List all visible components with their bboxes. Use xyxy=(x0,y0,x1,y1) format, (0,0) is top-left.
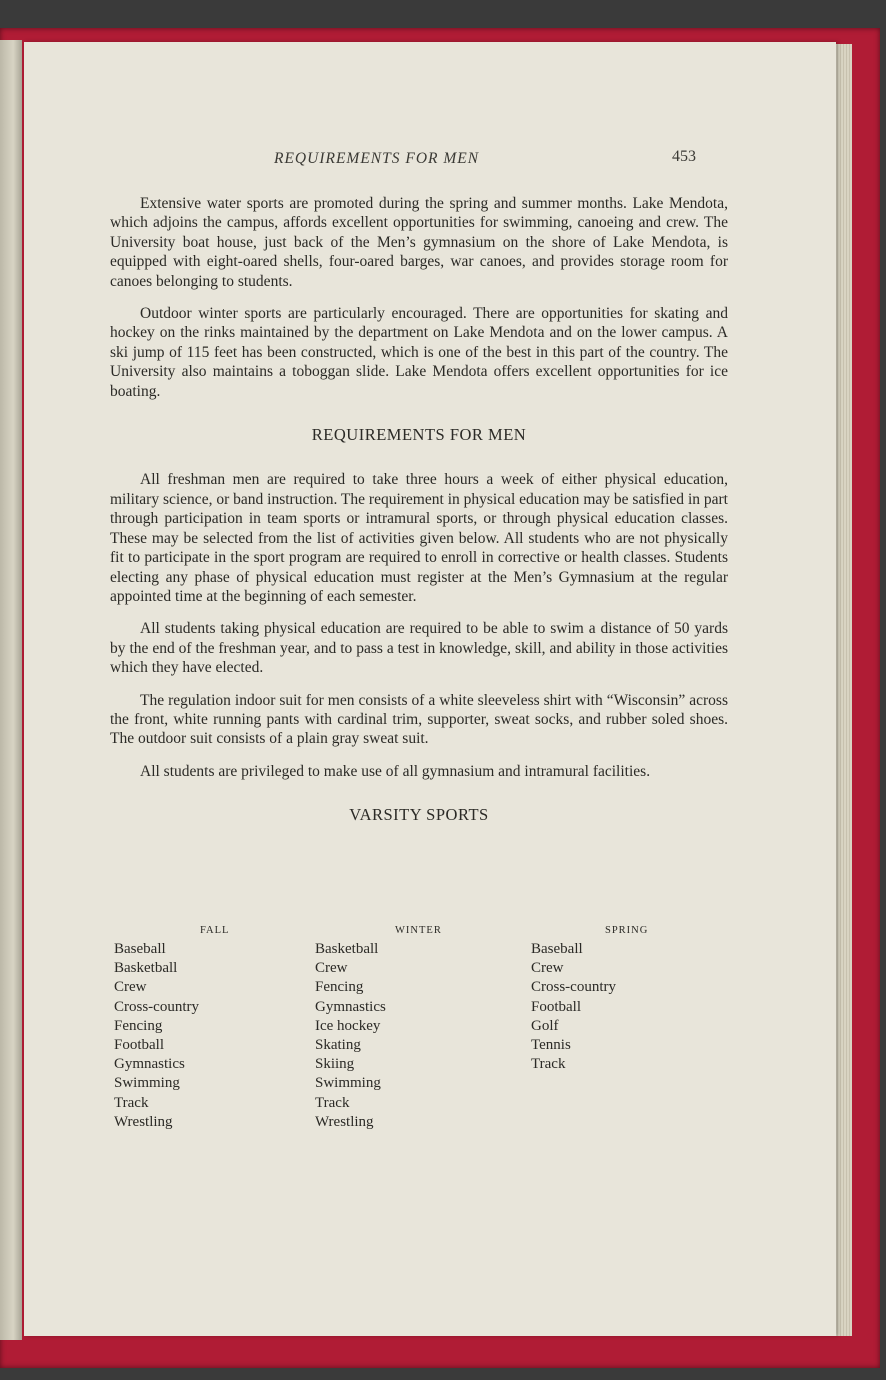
list-item: Track xyxy=(315,1094,350,1111)
paragraph-water-sports: Extensive water sports are promoted during the spring and summer months. Lake Mendota, which adjoins the campus, affords excellent opportunities for swimming, canoeing and crew. The University boat house, just back of the Men’s gymnasium on the shore of Lake Mendota, is equipped with eight-oared shells, four-oared barges, war canoes, and provides storage room for canoes belonging to students. xyxy=(110,195,728,290)
paragraph-swim-requirement: All students taking physical education are required to be able to swim a distance of 50 yards by the end of the freshman year, and to pass a test in knowledge, skill, and ability in those activities which they have elected. xyxy=(110,620,728,677)
list-item: Track xyxy=(114,1094,149,1111)
list-item: Skiing xyxy=(315,1056,355,1073)
varsity-sports-table xyxy=(110,924,750,1144)
list-item: Crew xyxy=(114,979,147,996)
list-item: Crew xyxy=(531,960,564,977)
list-item: Skating xyxy=(315,1037,361,1054)
list-item: Gymnastics xyxy=(315,998,386,1015)
list-item: Basketball xyxy=(315,941,379,957)
list-item: Ice hockey xyxy=(315,1017,381,1034)
page-number: 453 xyxy=(672,148,696,165)
list-item: Track xyxy=(531,1056,566,1073)
list-item: Wrestling xyxy=(114,1113,173,1130)
list-item: Gymnastics xyxy=(114,1056,185,1073)
facing-page-edge xyxy=(0,40,22,1340)
list-item: Swimming xyxy=(114,1075,180,1092)
list-item: Fencing xyxy=(315,979,364,996)
paragraph-winter-sports: Outdoor winter sports are particularly encouraged. There are opportunities for skating and hockey on the rinks maintained by the department on Lake Mendota and on the lower campus. A ski jump of 115 feet has been constructed, which is one of the best in this part of the country. The University also maintains a toboggan slide. Lake Mendota offers excellent opportunities for ice boating. xyxy=(110,305,728,400)
list-item: Tennis xyxy=(531,1037,571,1054)
list-item: Crew xyxy=(315,960,348,977)
list-item: Cross-country xyxy=(114,998,199,1015)
winter-column xyxy=(315,924,442,1132)
fall-heading: FALL xyxy=(200,925,230,936)
spring-column xyxy=(531,924,648,1074)
list-item: Golf xyxy=(531,1017,559,1034)
list-item: Basketball xyxy=(114,960,178,977)
list-item: Wrestling xyxy=(315,1113,374,1130)
paragraph-facilities: All students are privileged to make use of all gymnasium and intramural facilities. xyxy=(140,762,651,780)
section-title-varsity: VARSITY SPORTS xyxy=(349,805,489,825)
list-item: Baseball xyxy=(114,941,166,957)
fall-column xyxy=(114,924,229,1132)
paragraph-freshman-requirement: All freshman men are required to take three hours a week of either physical education, military science, or band instruction. The requirement in physical education may be satisfied in part through participation in team sports or intramural sports, or through physical education classes. These may be selected from the list of activities given below. All students who are not physically fit to participate in the sport program are required to enroll in corrective or health classes. Students electing any phase of physical education must register at the Men’s Gymnasium at the regular appointed time at the beginning of each semester. xyxy=(110,471,728,605)
paragraph-suit-regulation: The regulation indoor suit for men consists of a white sleeveless shirt with “Wisconsin” across the front, white running pants with cardinal trim, supporter, sweat socks, and rubber soled shoes. The outdoor suit consists of a plain gray sweat suit. xyxy=(110,691,728,748)
running-head: REQUIREMENTS FOR MEN xyxy=(274,150,480,167)
list-item: Cross-country xyxy=(531,979,616,996)
section-title-requirements: REQUIREMENTS FOR MEN xyxy=(311,425,527,445)
book-page xyxy=(24,42,836,1336)
spring-heading: SPRING xyxy=(605,925,649,936)
list-item: Fencing xyxy=(114,1017,163,1034)
body-text xyxy=(110,194,728,851)
list-item: Swimming xyxy=(315,1075,381,1092)
list-item: Football xyxy=(114,1037,165,1054)
list-item: Football xyxy=(531,998,582,1015)
list-item: Baseball xyxy=(531,941,583,957)
winter-heading: WINTER xyxy=(395,925,442,936)
